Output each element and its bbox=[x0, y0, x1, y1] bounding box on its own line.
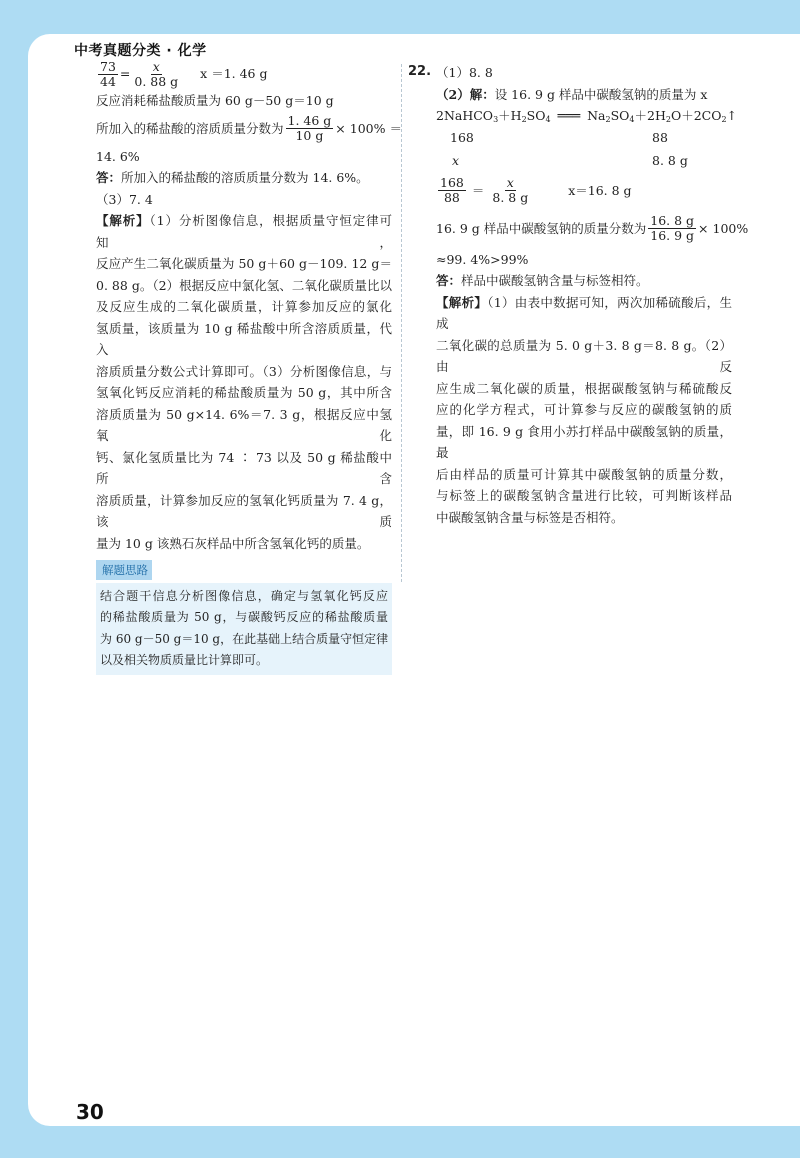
equation-result: x ＝1. 46 g bbox=[200, 66, 268, 82]
analysis-text: （1）分析图像信息，根据质量守恒定律可知， bbox=[96, 213, 392, 250]
analysis-line bbox=[96, 210, 392, 253]
formula-part: SO bbox=[610, 108, 630, 123]
subscript: 2 bbox=[665, 115, 671, 124]
answer-text: 所加入的稀盐酸的溶质质量分数为 14. 6%。 bbox=[121, 170, 369, 185]
fraction bbox=[98, 60, 118, 89]
solution-label: （2）解： bbox=[436, 86, 495, 102]
mass-fraction-line bbox=[436, 209, 749, 249]
analysis-label: 【解析】 bbox=[96, 213, 150, 228]
consumed-acid-line: 反应消耗稀盐酸质量为 60 g－50 g＝10 g bbox=[96, 93, 334, 108]
tip-line: 为 60 g－50 g＝10 g，在此基础上结合质量守恒定律 bbox=[100, 631, 389, 646]
formula-part: ＋2H bbox=[634, 108, 666, 123]
tip-line: 以及相关物质质量比计算即可。 bbox=[100, 653, 269, 667]
solution-text: 设 16. 9 g 样品中碳酸氢钠的质量为 x bbox=[494, 86, 708, 102]
analysis-line: 钙、氯化氢质量比为 74 ∶ 73 以及 50 g 稀盐酸中所含 bbox=[96, 449, 392, 486]
answer-text: 样品中碳酸氢钠含量与标签相符。 bbox=[461, 273, 649, 288]
answer-line bbox=[96, 167, 392, 189]
analysis-line: 应的化学方程式，可计算参与反应的碳酸氢钠的质 bbox=[436, 402, 732, 417]
analysis-line: 溶质质量为 50 g×14. 6%＝7. 3 g，根据反应中氢氧化 bbox=[96, 406, 392, 443]
formula-part: 2NaHCO bbox=[436, 108, 494, 123]
answer-label: 答： bbox=[436, 273, 462, 288]
text: 所加入的稀盐酸的溶质质量分数为 bbox=[96, 120, 284, 136]
numerator: 1. 46 g bbox=[287, 113, 332, 128]
ratio-row bbox=[436, 127, 732, 150]
formula-part: ＋H bbox=[498, 108, 522, 123]
subscript: 2 bbox=[605, 115, 611, 124]
analysis-line: 二氧化碳的总质量为 5. 0 g＋3. 8 g＝8. 8 g。（2）由反 bbox=[436, 337, 732, 374]
analysis-line bbox=[436, 292, 732, 335]
denominator: 88 bbox=[443, 190, 460, 205]
tip-line: 结合题干信息分析图像信息，确定与氢氧化钙反应 bbox=[100, 588, 388, 603]
formula-part: Na bbox=[587, 108, 606, 123]
analysis-line: 中碳酸氢钠含量与标签是否相符。 bbox=[436, 509, 624, 525]
ratio-value: x bbox=[452, 152, 460, 168]
text: 16. 9 g 样品中碳酸氢钠的质量分数为 bbox=[436, 220, 647, 236]
numerator: 73 bbox=[100, 58, 116, 74]
question-number: 22. bbox=[408, 64, 432, 79]
analysis-line: 及反应生成的二氧化碳质量，计算参加反应的氯化 bbox=[96, 299, 392, 314]
ratio-row bbox=[436, 150, 732, 173]
analysis-line: 与标签上的碳酸氢钠含量进行比较，可判断该样品 bbox=[436, 488, 732, 503]
analysis-label: 【解析】 bbox=[436, 294, 488, 310]
text: × 100% bbox=[698, 220, 749, 236]
fraction bbox=[438, 176, 466, 205]
ratio-value: 168 bbox=[450, 129, 474, 145]
part3-answer: （3）7. 4 bbox=[96, 191, 153, 207]
tip-line: 的稀盐酸质量为 50 g，与碳酸钙反应的稀盐酸质量 bbox=[100, 610, 388, 624]
part2-setup bbox=[436, 84, 732, 106]
denominator: 0. 88 g bbox=[134, 73, 179, 89]
answer-line bbox=[436, 270, 732, 292]
analysis-block bbox=[436, 292, 732, 529]
equation-result: x＝16. 8 g bbox=[568, 182, 632, 198]
numerator: 16. 8 g bbox=[650, 213, 695, 228]
analysis-line: 后由样品的质量可计算其中碳酸氢钠的质量分数， bbox=[436, 466, 732, 482]
analysis-line: 量为 10 g 该熟石灰样品中所含氢氧化钙的质量。 bbox=[96, 535, 370, 551]
page-number: 30 bbox=[76, 1100, 104, 1124]
result-line: 14. 6% bbox=[96, 148, 140, 164]
right-column bbox=[436, 62, 749, 528]
denominator: 44 bbox=[100, 73, 116, 89]
ratio-equation bbox=[96, 58, 392, 90]
mass-fraction-line bbox=[96, 112, 402, 146]
equals-sign: = bbox=[119, 66, 131, 82]
solution-tip-tag: 解题思路 bbox=[96, 560, 152, 580]
fraction bbox=[648, 214, 696, 243]
reaction-equals: ═══ bbox=[557, 108, 581, 123]
ratio-value: 8. 8 g bbox=[652, 152, 688, 168]
analysis-line: 0. 88 g。（2）根据反应中氯化氢、二氧化碳质量比以 bbox=[96, 277, 392, 293]
analysis-line: 应生成二氧化碳的质量，根据碳酸氢钠与稀硫酸反 bbox=[436, 380, 732, 396]
denominator: 16. 9 g bbox=[650, 228, 695, 243]
subscript: 2 bbox=[721, 115, 727, 124]
analysis-line: 量，即 16. 9 g 食用小苏打样品中碳酸氢钠的质量，最 bbox=[436, 423, 732, 460]
analysis-line: 氢氧化钙反应消耗的稀盐酸质量为 50 g，其中所含 bbox=[96, 385, 392, 400]
subscript: 3 bbox=[493, 115, 499, 124]
fraction bbox=[132, 60, 180, 89]
denominator: 8. 8 g bbox=[492, 190, 529, 205]
approx-line: ≈99. 4%>99% bbox=[436, 251, 529, 267]
analysis-text: （1）由表中数据可知，两次加稀硫酸后，生成 bbox=[436, 294, 732, 331]
subscript: 2 bbox=[521, 115, 527, 124]
answer-label: 答： bbox=[96, 170, 122, 185]
analysis-line: 溶质质量分数公式计算即可。（3）分析图像信息，与 bbox=[96, 363, 392, 379]
numerator: x bbox=[506, 175, 514, 190]
chemical-equation bbox=[436, 105, 738, 127]
denominator: 10 g bbox=[295, 128, 324, 143]
fraction bbox=[490, 176, 530, 205]
analysis-line: 氢质量，该质量为 10 g 稀盐酸中所含溶质质量，代入 bbox=[96, 320, 392, 357]
part1-answer: （1）8. 8 bbox=[436, 65, 493, 80]
analysis-block bbox=[96, 210, 392, 554]
subscript: 4 bbox=[629, 115, 635, 124]
equals-sign: ＝ bbox=[471, 182, 485, 198]
fraction bbox=[286, 114, 334, 143]
column-divider bbox=[401, 64, 402, 582]
numerator: 168 bbox=[440, 175, 464, 190]
ratio-value: 88 bbox=[652, 129, 668, 145]
solution-tip-box bbox=[96, 583, 392, 675]
text: × 100% ＝ bbox=[335, 120, 402, 136]
analysis-line: 反应产生二氧化碳质量为 50 g＋60 g－109. 12 g＝ bbox=[96, 256, 392, 271]
numerator: x bbox=[152, 58, 160, 74]
ratio-equation bbox=[436, 173, 732, 209]
analysis-line: 溶质质量，计算参加反应的氢氧化钙质量为 7. 4 g，该质 bbox=[96, 492, 392, 529]
subscript: 4 bbox=[545, 115, 551, 124]
running-header: 中考真题分类 · 化学 bbox=[74, 43, 207, 59]
left-column bbox=[96, 58, 402, 675]
gas-arrow-icon: ↑ bbox=[726, 108, 738, 123]
formula-part: O＋2CO bbox=[670, 108, 722, 123]
formula-part: SO bbox=[526, 108, 546, 123]
